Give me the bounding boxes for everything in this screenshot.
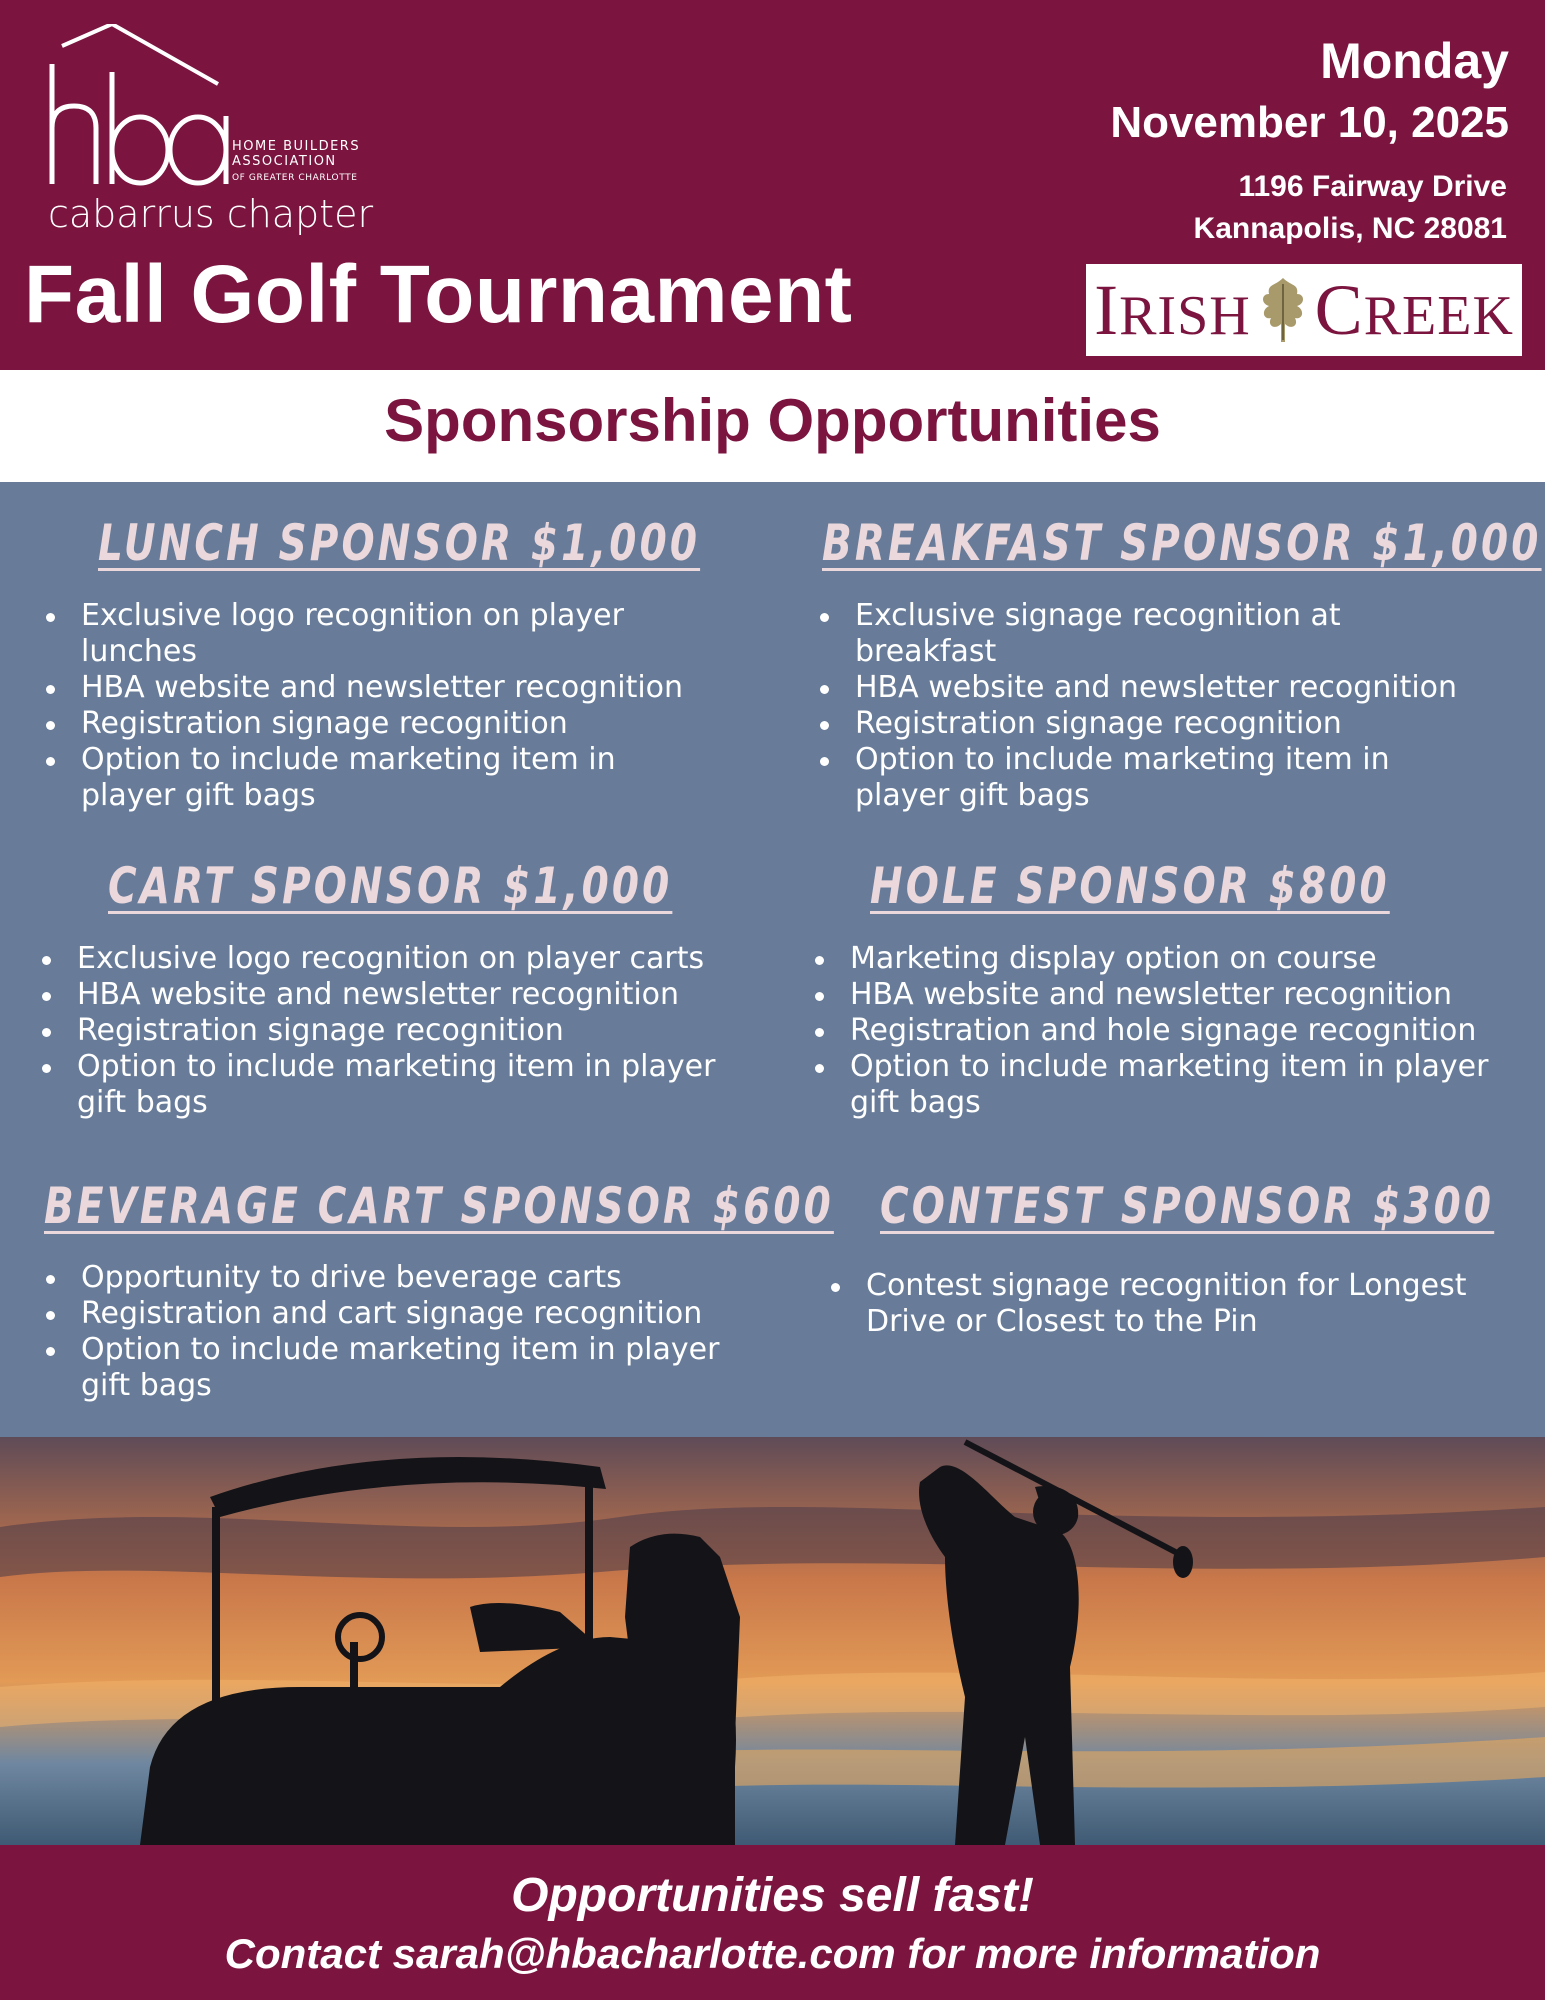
sponsorship-heading: Sponsorship Opportunities xyxy=(384,387,1161,454)
hole-sponsor-benefits xyxy=(815,941,1525,1121)
irish-creek-logo xyxy=(1086,264,1522,356)
contest-sponsor-title: CONTEST SPONSOR $300 xyxy=(880,1177,1495,1235)
logo-text-home-builders: HOME BUILDERS xyxy=(232,139,361,154)
list-item: Option to include marketing item in player gift bags xyxy=(42,1049,742,1121)
list-item: Registration signage recognition xyxy=(42,1013,742,1049)
logo-text-greater-charlotte: OF GREATER CHARLOTTE xyxy=(232,173,358,183)
event-date: November 10, 2025 xyxy=(1110,98,1509,147)
list-item: HBA website and newsletter recognition xyxy=(820,670,1480,706)
golf-sunset-photo xyxy=(0,1437,1545,1845)
list-item: Exclusive signage recognition at breakfast xyxy=(820,598,1480,670)
list-item: Option to include marketing item in player gift bags xyxy=(46,1332,746,1404)
list-item: HBA website and newsletter recognition xyxy=(815,977,1525,1013)
irish-creek-word-1: IRISH xyxy=(1094,270,1251,350)
list-item: Marketing display option on course xyxy=(815,941,1525,977)
venue-address-street: 1196 Fairway Drive xyxy=(1238,170,1507,203)
hba-house-icon xyxy=(48,24,388,194)
footer-tagline: Opportunities sell fast! xyxy=(511,1869,1034,1922)
list-item: HBA website and newsletter recognition xyxy=(46,670,686,706)
list-item: Contest signage recognition for Longest Drive or Closest to the Pin xyxy=(831,1268,1511,1340)
breakfast-sponsor-benefits xyxy=(820,598,1480,814)
golf-silhouette-image xyxy=(0,1437,1545,1845)
breakfast-sponsor-title: BREAKFAST SPONSOR $1,000 xyxy=(822,514,1542,572)
list-item: Option to include marketing item in player gift bags xyxy=(46,742,686,814)
list-item: Option to include marketing item in player gift bags xyxy=(815,1049,1525,1121)
list-item: Registration signage recognition xyxy=(46,706,686,742)
event-day: Monday xyxy=(1320,33,1509,89)
list-item: Registration and cart signage recognition xyxy=(46,1296,746,1332)
lunch-sponsor-benefits xyxy=(46,598,686,814)
irish-creek-word-2: CREEK xyxy=(1314,270,1514,350)
oak-leaf-icon xyxy=(1255,274,1311,346)
hba-logo xyxy=(48,24,388,244)
list-item: Exclusive logo recognition on player lunches xyxy=(46,598,686,670)
beverage-cart-sponsor-title: BEVERAGE CART SPONSOR $600 xyxy=(44,1177,834,1235)
list-item: Opportunity to drive beverage carts xyxy=(46,1260,746,1296)
event-title: Fall Golf Tournament xyxy=(24,249,853,340)
lunch-sponsor-title: LUNCH SPONSOR $1,000 xyxy=(98,514,701,572)
cart-sponsor-benefits xyxy=(42,941,742,1121)
list-item: HBA website and newsletter recognition xyxy=(42,977,742,1013)
list-item: Exclusive logo recognition on player carts xyxy=(42,941,742,977)
list-item: Registration and hole signage recognition xyxy=(815,1013,1525,1049)
list-item: Registration signage recognition xyxy=(820,706,1480,742)
venue-address-city: Kannapolis, NC 28081 xyxy=(1193,212,1507,245)
footer-contact: Contact sarah@hbacharlotte.com for more information xyxy=(224,1930,1321,1977)
hole-sponsor-title: HOLE SPONSOR $800 xyxy=(870,857,1390,915)
logo-text-chapter: cabarrus chapter xyxy=(48,192,374,236)
list-item: Option to include marketing item in player gift bags xyxy=(820,742,1480,814)
beverage-cart-sponsor-benefits xyxy=(46,1260,746,1404)
logo-text-association: ASSOCIATION xyxy=(232,154,337,169)
cart-sponsor-title: CART SPONSOR $1,000 xyxy=(108,857,673,915)
contest-sponsor-benefits xyxy=(831,1268,1511,1340)
